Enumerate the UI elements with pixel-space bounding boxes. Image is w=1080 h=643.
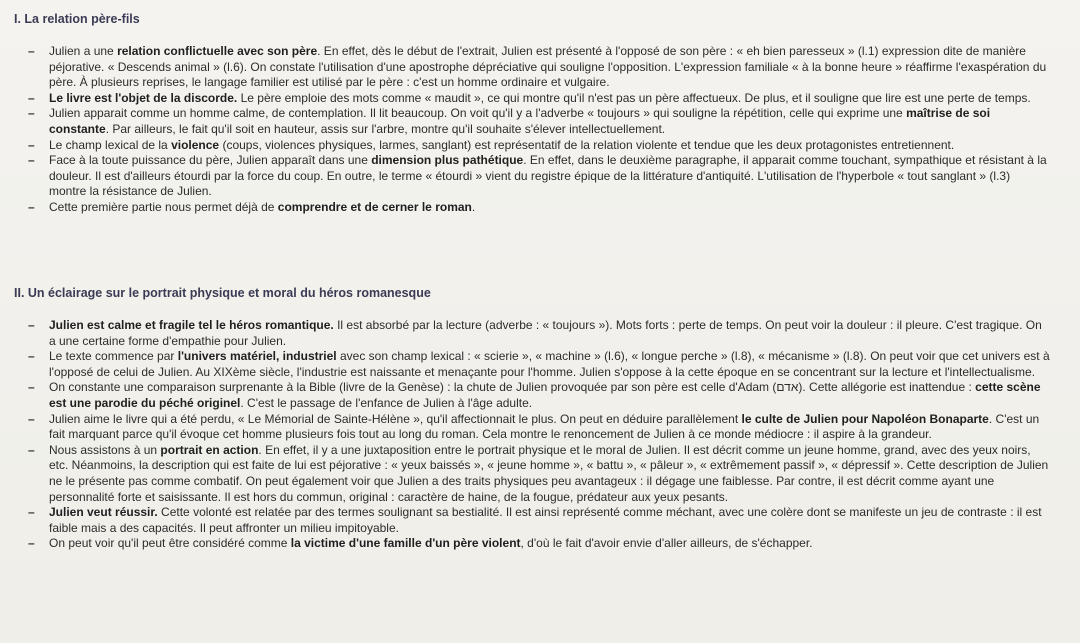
text-run: . Par ailleurs, le fait qu'il soit en hauteur, assis sur l'arbre, montre qu'il souhaite s'élever intellectuellement. [105, 121, 666, 136]
bold-phrase: relation conflictuelle avec son père [117, 44, 318, 58]
text-run: (coups, violences physiques, larmes, sanglant) est représentatif de la relation violente et tendue que les deux protagonistes entretiennent. [219, 137, 955, 152]
bullet-item [28, 44, 1050, 91]
section-2-bullet-list [28, 318, 1050, 552]
bullet-item [28, 138, 1050, 154]
bold-phrase: Julien est calme et fragile tel le héros romantique. [49, 318, 334, 332]
text-run: Cette première partie nous permet déjà de [49, 199, 278, 214]
text-run: Nous assistons à un [49, 442, 161, 457]
bullet-item [28, 200, 1050, 216]
section-1-bullet-list [28, 44, 1050, 216]
bold-phrase: cette scène est une parodie du péché originel [49, 380, 1041, 410]
section-title-portrait-heros: II. Un éclairage sur le portrait physique et moral du héros romanesque [14, 286, 431, 300]
bold-phrase: violence [171, 137, 220, 152]
bullet-item [28, 349, 1050, 380]
bullet-item [28, 380, 1050, 411]
text-run: . En effet, dès le début de l'extrait, Julien est présenté à l'opposé de son père : « eh bien paresseux » (l.1) expression dite de manière péjorative. « Descends animal » (l.6). On constate l'utilisation d'une apostrophe dépréciative qui souligne l'opposition. L'expression familiale « à la bonne heure » réaffirme l'exaspération du père. À plusieurs reprises, le langage familier est utilisé par le père : c'est un homme ordinaire et vulgaire. [49, 44, 1047, 90]
text-run: Cette volonté est relatée par des termes soulignant sa bestialité. Il est ainsi représenté comme méchant, avec une colère dont se manifeste un jeu de contraste : il est faible mais a des capacités. Il peut affronter un milieu impitoyable. [49, 505, 1042, 535]
bold-phrase: Le livre est l'objet de la discorde. [49, 90, 238, 105]
bold-phrase: comprendre et de cerner le roman [277, 199, 472, 214]
text-run: Julien aime le livre qui a été perdu, « Le Mémorial de Sainte-Hélène », qu'il affectionnait le plus. On peut en déduire parallèlement [49, 411, 742, 426]
bold-phrase: portrait en action [160, 442, 259, 457]
text-run: . En effet, il y a une juxtaposition entre le portrait physique et le moral de Julien. Il est décrit comme un jeune homme, grand, avec des yeux noirs, etc. Néanmoins, la description qui est faite de lui est péjorative : « yeux baissés », « jeune homme », « battu », « pâleur », « extrêmement passif », « dépressif ». Cette description de Julien ne le présente pas comme combatif. On peut également voir que Julien a des traits physiques peu avantageux : il dégage une faiblesse. Par contre, il est décrit comme ayant une personnalité forte et saisissante. Il est hors du commun, original : caractère de haine, de la fougue, prédateur aux yeux pesants. [49, 442, 1049, 504]
text-run: Le champ lexical de la [49, 137, 172, 152]
text-run: On peut voir qu'il peut être considéré comme [49, 536, 291, 551]
bullet-item [28, 443, 1050, 505]
bold-phrase: maîtrise de soi constante [49, 106, 991, 136]
text-run: Le père emploie des mots comme « maudit », ce qui montre qu'il n'est pas un père affectueux. De plus, et il souligne que lire est une perte de temps. [237, 90, 1031, 105]
bold-phrase: Julien veut réussir. [49, 505, 158, 520]
text-run: . C'est le passage de l'enfance de Julien à l'âge adulte. [240, 395, 533, 410]
text-run: avec son champ lexical : « scierie », « machine » (l.6), « longue perche » (l.8), « mécanisme » (l.8). On peut voir que cet univers est à l'opposé de celui de Julien. Au XIXème siècle, l'industrie est naissante et menaçante pour l'homme. Julien s'oppose à la cette époque en se concentrant sur la lecture et l'intellectualisme. [49, 349, 1050, 379]
text-run: . C'est un fait marquant parce qu'il évoque cet homme plusieurs fois tout au long du roman. Cela montre le renoncement de Julien à ce monde médiocre : il aspire à la grandeur. [49, 411, 1040, 442]
bullet-item [28, 536, 1050, 552]
text-run: , d'où le fait d'avoir envie d'aller ailleurs, de s'échapper. [520, 536, 813, 551]
bold-phrase: l'univers matériel, industriel [177, 349, 337, 364]
bold-phrase: dimension plus pathétique [371, 153, 524, 168]
text-run: Le texte commence par [49, 349, 178, 364]
text-run: . En effet, dans le deuxième paragraphe, il apparait comme touchant, sympathique et résistant à la douleur. Il est d'ailleurs étourdi par la force du coup. En outre, le terme « étourdi » vient du registre épique de la littérature d'antiquité. L'utilisation de l'hyperbole « tout sanglant » (l.3) montre la résistance de Julien. [49, 153, 1047, 199]
bullet-item [28, 106, 1050, 137]
bullet-item [28, 153, 1050, 200]
text-run: Julien apparait comme un homme calme, de contemplation. Il lit beaucoup. On voit qu'il y a l'adverbe « toujours » qui souligne la répétition, celle qui exprime une [49, 106, 907, 121]
text-run: Julien a une [49, 44, 118, 58]
text-run: . [471, 199, 476, 214]
text-run: On constante une comparaison surprenante à la Bible (livre de la Genèse) : la chute de Julien provoquée par son père est celle d'Adam (אדם). Cette allégorie est inattendue : [49, 380, 976, 395]
bullet-item [28, 412, 1050, 443]
bullet-item [28, 318, 1050, 349]
text-run: Il est absorbé par la lecture (adverbe : « toujours »). Mots forts : perte de temps. On peut voir la douleur : il pleure. C'est tragique. On a une certaine forme d'empathie pour Julien. [49, 318, 1042, 348]
bold-phrase: le culte de Julien pour Napoléon Bonaparte [741, 411, 989, 426]
section-title-relation-pere-fils: I. La relation père-fils [14, 12, 140, 26]
text-run: Face à la toute puissance du père, Julien apparaît dans une [49, 153, 372, 168]
bullet-item [28, 505, 1050, 536]
bullet-item [28, 91, 1050, 107]
bold-phrase: la victime d'une famille d'un père violent [290, 536, 521, 551]
